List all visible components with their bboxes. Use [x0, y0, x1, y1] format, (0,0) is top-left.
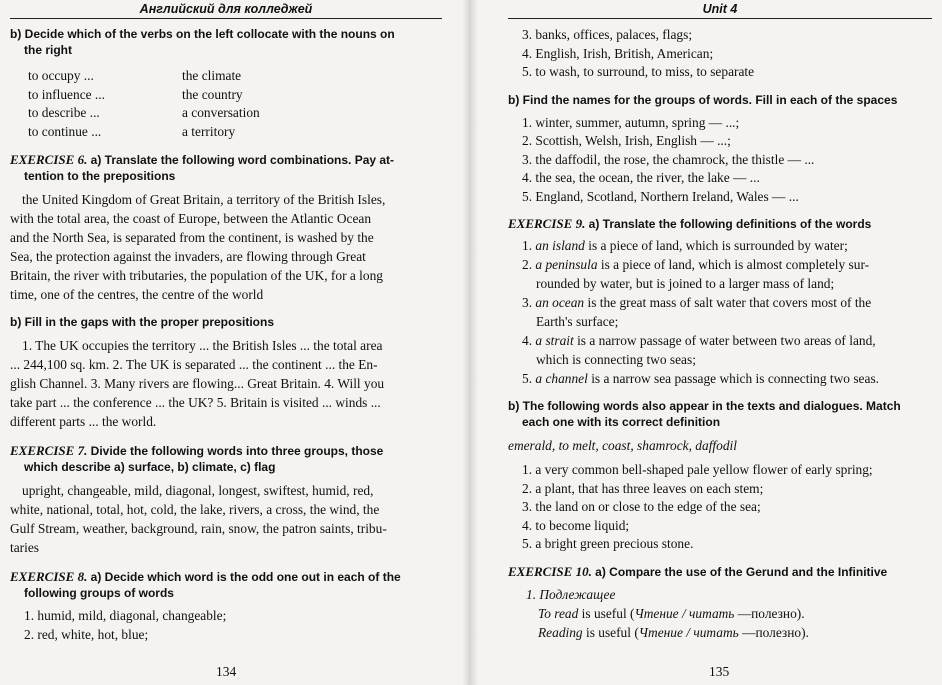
exercise-7-title: EXERCISE 7. Divide the following words into three groups, those which describe a) surface, b) climate, c) flag: [10, 443, 384, 474]
list-item: 5. a bright green precious stone.: [522, 536, 694, 551]
left-page: [0, 0, 462, 685]
exercise-8-title: EXERCISE 8. a) Decide which word is the odd one out in each of the following groups of words: [10, 569, 401, 600]
exercise-9-definitions: 1. an island is a piece of land, which is surrounded by water; 2. a peninsula is a piece of land, which is almost completely sur- rounded by water, but is joined to a larger mass of land; 3. an ocean is the great mass of salt water that covers most of the Earth's surface; 4. a strait is a narrow passage of water between two areas of land, which is connecting two seas; 5. a channel is a narrow sea passage which is connecting two seas.: [508, 236, 934, 388]
collocation-table: [10, 67, 444, 141]
definition-item: 5. a channel is a narrow sea passage which is connecting two seas.: [522, 371, 880, 386]
left-page-body: [10, 26, 444, 644]
exercise-8b-title: b) Find the names for the groups of words. Fill in each of the spaces: [508, 92, 898, 107]
definition-item: 3. an ocean is the great mass of salt water that covers most of the: [522, 295, 872, 310]
right-page-body: [508, 26, 934, 642]
noun-item: the climate: [182, 68, 242, 83]
list-item: 4. English, Irish, British, American;: [522, 45, 714, 61]
exercise-9-title: EXERCISE 9. a) Translate the following definitions of the words: [508, 216, 872, 231]
list-item: 5. England, Scotland, Northern Ireland, Wales — ...: [522, 188, 799, 204]
exercise-10-title: EXERCISE 10. a) Compare the use of the Gerund and the Infinitive: [508, 563, 888, 579]
list-item: 4. the sea, the ocean, the river, the lake — ...: [522, 170, 760, 185]
noun-item: the country: [182, 86, 243, 102]
exercise-6-title: EXERCISE 6. a) Translate the following word combinations. Pay at- tention to the prepositions: [10, 152, 395, 183]
exercise-9b-wordlist: emerald, to melt, coast, shamrock, daffodil: [508, 438, 737, 453]
verb-item: to occupy ...: [28, 68, 94, 83]
list-item: 3. the daffodil, the rose, the chamrock, the thistle — ...: [522, 151, 815, 167]
book-gutter: [462, 0, 478, 685]
verb-item: to describe ...: [28, 105, 100, 120]
list-item: 2. a plant, that has three leaves on each stem;: [522, 480, 764, 496]
list-item: 1. a very common bell-shaped pale yellow flower of early spring;: [522, 462, 873, 477]
exercise-7-text: upright, changeable, mild, diagonal, longest, swiftest, humid, red, white, national, total, hot, cold, the lake, rivers, a cross, the wind, the Gulf Stream, weather, background, rain, snow, the patron saints, tribu- taries: [10, 483, 387, 555]
exercise-8b-list: [508, 114, 934, 207]
list-item: 1. winter, summer, autumn, spring — ...;: [522, 114, 740, 130]
running-head-left: Английский для колледжей: [10, 0, 442, 19]
exercise-6b-text: 1. The UK occupies the territory ... the British Isles ... the total area ... 244,100 sq. km. 2. The UK is separated ... the continent ... the En- glish Channel. 3. Many rivers are flowing... Great Britain. 4. Will you take part ... the conference ... the UK? 5. Britain is visited ... winds ... different parts ... the world.: [10, 338, 385, 429]
task-b1-title: b) Decide which of the verbs on the left collocate with the nouns on the right: [10, 27, 395, 57]
exercise-10-body: [508, 585, 934, 642]
verb-item: to continue ...: [28, 123, 102, 139]
list-item: 3. banks, offices, palaces, flags;: [522, 27, 693, 42]
page-number-right: 135: [709, 664, 730, 679]
definition-item: 4. a strait is a narrow passage of water between two areas of land,: [522, 333, 876, 348]
verb-item: to influence ...: [28, 86, 105, 102]
list-item: 2. red, white, hot, blue;: [24, 626, 149, 642]
page-number-left: 134: [216, 664, 237, 679]
list-item: 3. the land on or close to the edge of the sea;: [522, 499, 761, 514]
noun-item: a territory: [182, 123, 236, 139]
exercise-9b-title: b) The following words also appear in the texts and dialogues. Match each one with its correct definition: [508, 399, 901, 429]
example-line: Reading is useful (Чтение / читать —полезно).: [538, 624, 809, 640]
exercise-6-text: the United Kingdom of Great Britain, a territory of the British Isles, with the total area, the coast of Europe, between the Atlantic Ocean and the North Sea, is separated from the continent, is washed by the Sea, the protection against the invaders, are flowing through Great Britain, the river with tributaries, the population of the UK, for a long time, one of the centres, the centre of the world: [10, 192, 386, 302]
exercise-9b-list: [508, 461, 934, 554]
right-page: [478, 0, 942, 685]
definition-item: 1. an island is a piece of land, which is surrounded by water;: [522, 238, 848, 253]
example-line: To read is useful (Чтение / читать —полезно).: [538, 605, 805, 621]
noun-item: a conversation: [182, 105, 260, 120]
exercise-8-continued-list: [508, 26, 934, 82]
list-item: 2. Scottish, Welsh, Irish, English — ...;: [522, 133, 731, 148]
list-item: 5. to wash, to surround, to miss, to separate: [522, 64, 755, 79]
exercise-6b-title: b) Fill in the gaps with the proper prepositions: [10, 315, 275, 329]
definition-item: 2. a peninsula is a piece of land, which is almost completely sur-: [522, 257, 870, 272]
exercise-8-list: [10, 607, 444, 644]
exercise-10-subheading: 1. Подлежащее: [526, 586, 616, 602]
running-head-right: Unit 4: [508, 0, 932, 19]
list-item: 1. humid, mild, diagonal, changeable;: [24, 608, 227, 623]
list-item: 4. to become liquid;: [522, 517, 630, 533]
